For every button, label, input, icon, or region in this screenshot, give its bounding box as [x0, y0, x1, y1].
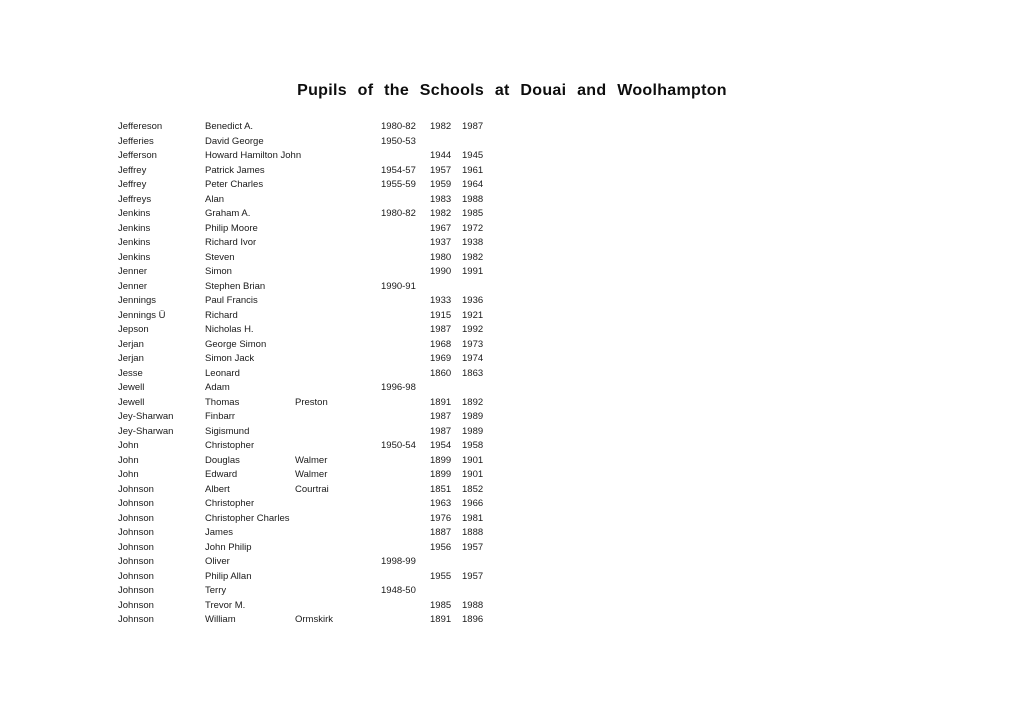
end-year-cell: 1966 [462, 498, 484, 509]
start-year-cell: 1954 [430, 440, 452, 451]
years-attended-cell: 1955-59 [381, 179, 416, 190]
table-row [118, 236, 488, 251]
place-cell: Courtrai [295, 483, 329, 495]
years-attended-cell [381, 222, 430, 237]
end-year-cell: 1957 [462, 570, 484, 582]
end-year-cell: 1985 [462, 208, 484, 219]
table-row [118, 468, 488, 483]
end-year-cell: 1892 [462, 396, 484, 408]
years-attended-cell [381, 338, 430, 353]
forenames-cell: Paul Francis [205, 295, 258, 306]
table-row [118, 439, 488, 454]
place-cell [295, 135, 381, 150]
forenames-cell: Simon [205, 266, 232, 277]
surname-cell: Johnson [118, 498, 154, 509]
forenames-cell: Edward [205, 469, 238, 480]
table-row [118, 454, 488, 469]
forenames-cell: John Philip [205, 541, 252, 553]
years-attended-cell: 1948-50 [381, 585, 416, 596]
end-year-cell: 1973 [462, 338, 484, 350]
end-year-cell: 1972 [462, 222, 484, 234]
start-year-cell [430, 280, 462, 295]
years-attended-cell [381, 410, 430, 425]
place-cell [295, 526, 381, 541]
start-year-cell: 1955 [430, 570, 452, 582]
years-attended-cell: 1950-54 [381, 440, 416, 451]
surname-cell: Jennings Ü [118, 309, 166, 321]
years-attended-cell [381, 599, 430, 614]
start-year-cell: 1987 [430, 411, 452, 422]
surname-cell: John [118, 469, 139, 480]
end-year-cell: 1964 [462, 179, 484, 190]
years-attended-cell [381, 323, 430, 338]
forenames-cell: Stephen Brian [205, 280, 266, 292]
start-year-cell [430, 135, 462, 150]
forenames-cell: Philip Allan [205, 570, 252, 582]
years-attended-cell [381, 541, 430, 556]
years-attended-cell [381, 570, 430, 585]
end-year-cell: 1992 [462, 324, 484, 335]
forenames-cell: James [205, 527, 233, 538]
surname-cell: Johnson [118, 570, 154, 582]
end-year-cell: 1989 [462, 411, 484, 422]
place-cell [295, 570, 381, 585]
forenames-cell: Trevor M. [205, 599, 246, 611]
place-cell [295, 178, 381, 193]
forenames-cell: Christopher [205, 498, 255, 509]
surname-cell: Johnson [118, 512, 154, 524]
place-cell: Ormskirk [295, 614, 333, 625]
place-cell [295, 222, 381, 237]
start-year-cell: 1860 [430, 367, 452, 379]
forenames-cell: Graham A. [205, 208, 251, 219]
forenames-cell: Philip Moore [205, 222, 258, 234]
end-year-cell [462, 135, 488, 150]
years-attended-cell: 1954-57 [381, 164, 416, 176]
place-cell [295, 381, 381, 396]
forenames-cell: Adam [205, 382, 230, 393]
place-cell [295, 410, 381, 425]
place-cell [295, 338, 381, 353]
years-attended-cell [381, 193, 430, 208]
table-row [118, 483, 488, 498]
place-cell [295, 265, 381, 280]
years-attended-cell: 1998-99 [381, 556, 416, 567]
start-year-cell: 1899 [430, 454, 452, 466]
surname-cell: Jenkins [118, 222, 151, 234]
forenames-cell: William [205, 614, 236, 625]
place-cell [295, 497, 381, 512]
surname-cell: Jenkins [118, 208, 151, 219]
start-year-cell: 1959 [430, 179, 452, 190]
end-year-cell: 1991 [462, 266, 484, 277]
end-year-cell: 1982 [462, 251, 484, 263]
start-year-cell [430, 555, 462, 570]
years-attended-cell [381, 396, 430, 411]
forenames-cell: Simon Jack [205, 353, 255, 364]
years-attended-cell: 1980-82 [381, 208, 416, 219]
place-cell [295, 294, 381, 309]
place-cell [295, 193, 381, 208]
forenames-cell: Terry [205, 585, 227, 596]
end-year-cell: 1989 [462, 425, 484, 437]
surname-cell: Johnson [118, 556, 154, 567]
start-year-cell: 1990 [430, 266, 452, 277]
table-row [118, 367, 488, 382]
surname-cell: Jeffrey [118, 164, 147, 176]
years-attended-cell [381, 236, 430, 251]
start-year-cell: 1891 [430, 396, 452, 408]
surname-cell: Johnson [118, 483, 154, 495]
place-cell [295, 555, 381, 570]
table-row [118, 512, 488, 527]
start-year-cell [430, 584, 462, 599]
start-year-cell: 1915 [430, 309, 452, 321]
table-row [118, 425, 488, 440]
surname-cell: Jewell [118, 396, 145, 408]
start-year-cell [430, 381, 462, 396]
end-year-cell [462, 584, 488, 599]
table-row [118, 178, 488, 193]
table-row [118, 120, 488, 135]
surname-cell: Jesse [118, 367, 143, 379]
place-cell [295, 164, 381, 179]
start-year-cell: 1987 [430, 324, 452, 335]
surname-cell: Jenner [118, 280, 148, 292]
years-attended-cell [381, 367, 430, 382]
start-year-cell: 1963 [430, 498, 452, 509]
table-row [118, 352, 488, 367]
start-year-cell: 1851 [430, 483, 452, 495]
place-cell [295, 367, 381, 382]
years-attended-cell: 1950-53 [381, 135, 416, 147]
table-row [118, 207, 488, 222]
forenames-cell: Sigismund [205, 425, 250, 437]
place-cell: Preston [295, 396, 328, 408]
table-row [118, 396, 488, 411]
years-attended-cell [381, 425, 430, 440]
years-attended-cell [381, 294, 430, 309]
table-row [118, 570, 488, 585]
end-year-cell: 1921 [462, 309, 484, 321]
start-year-cell: 1969 [430, 353, 452, 364]
start-year-cell: 1968 [430, 338, 452, 350]
start-year-cell: 1982 [430, 121, 452, 132]
table-row [118, 149, 488, 164]
surname-cell: Jenkins [118, 237, 151, 248]
pupils-table [118, 120, 488, 628]
start-year-cell: 1980 [430, 251, 452, 263]
end-year-cell: 1958 [462, 440, 484, 451]
years-attended-cell [381, 497, 430, 512]
forenames-cell: Alan [205, 193, 225, 205]
table-row [118, 309, 488, 324]
table-row [118, 280, 488, 295]
years-attended-cell [381, 251, 430, 266]
end-year-cell: 1863 [462, 367, 484, 379]
forenames-cell: Leonard [205, 367, 240, 379]
start-year-cell: 1987 [430, 425, 452, 437]
end-year-cell: 1936 [462, 295, 484, 306]
end-year-cell [462, 280, 488, 295]
place-cell [295, 280, 381, 295]
forenames-cell: Christopher [205, 440, 255, 451]
years-attended-cell [381, 613, 430, 628]
surname-cell: Johnson [118, 614, 154, 625]
table-row [118, 381, 488, 396]
surname-cell: Jefferson [118, 150, 157, 161]
place-cell [295, 120, 381, 135]
forenames-cell: Howard Hamilton John [205, 150, 302, 161]
end-year-cell: 1896 [462, 614, 484, 625]
forenames-cell: Richard [205, 309, 238, 321]
place-cell [295, 425, 381, 440]
start-year-cell: 1899 [430, 469, 452, 480]
start-year-cell: 1957 [430, 164, 452, 176]
forenames-cell: Steven [205, 251, 235, 263]
place-cell [295, 207, 381, 222]
table-row [118, 410, 488, 425]
surname-cell: Jeffrey [118, 179, 147, 190]
table-row [118, 613, 488, 628]
table-row [118, 555, 488, 570]
surname-cell: Johnson [118, 527, 154, 538]
surname-cell: Jenner [118, 266, 148, 277]
end-year-cell: 1852 [462, 483, 484, 495]
surname-cell: Jey-Sharwan [118, 425, 174, 437]
surname-cell: John [118, 440, 139, 451]
surname-cell: John [118, 454, 139, 466]
forenames-cell: George Simon [205, 338, 267, 350]
start-year-cell: 1982 [430, 208, 452, 219]
place-cell [295, 352, 381, 367]
surname-cell: Johnson [118, 585, 154, 596]
end-year-cell: 1957 [462, 541, 484, 553]
forenames-cell: David George [205, 135, 264, 147]
table-row [118, 584, 488, 599]
start-year-cell: 1983 [430, 193, 452, 205]
surname-cell: Johnson [118, 541, 154, 553]
years-attended-cell [381, 309, 430, 324]
place-cell [295, 599, 381, 614]
years-attended-cell [381, 512, 430, 527]
place-cell: Walmer [295, 469, 328, 480]
end-year-cell [462, 381, 488, 396]
end-year-cell: 1901 [462, 469, 484, 480]
forenames-cell: Oliver [205, 556, 230, 567]
table-row [118, 193, 488, 208]
forenames-cell: Douglas [205, 454, 240, 466]
forenames-cell: Christopher Charles [205, 512, 290, 524]
surname-cell: Jeffreys [118, 193, 152, 205]
surname-cell: Jerjan [118, 338, 144, 350]
surname-cell: Jenkins [118, 251, 151, 263]
surname-cell: Jey-Sharwan [118, 411, 174, 422]
start-year-cell: 1891 [430, 614, 452, 625]
start-year-cell: 1985 [430, 599, 452, 611]
place-cell [295, 439, 381, 454]
years-attended-cell [381, 483, 430, 498]
start-year-cell: 1976 [430, 512, 452, 524]
surname-cell: Johnson [118, 599, 154, 611]
end-year-cell: 1988 [462, 193, 484, 205]
start-year-cell: 1887 [430, 527, 452, 538]
forenames-cell: Albert [205, 483, 230, 495]
forenames-cell: Thomas [205, 396, 240, 408]
place-cell [295, 251, 381, 266]
table-row [118, 222, 488, 237]
place-cell [295, 309, 381, 324]
surname-cell: Jewell [118, 382, 145, 393]
end-year-cell: 1901 [462, 454, 484, 466]
table-row [118, 294, 488, 309]
end-year-cell: 1974 [462, 353, 484, 364]
table-row [118, 497, 488, 512]
start-year-cell: 1933 [430, 295, 452, 306]
forenames-cell: Richard Ivor [205, 237, 257, 248]
years-attended-cell [381, 468, 430, 483]
table-row [118, 541, 488, 556]
years-attended-cell [381, 352, 430, 367]
surname-cell: Jeffereson [118, 121, 163, 132]
end-year-cell [462, 555, 488, 570]
table-row [118, 323, 488, 338]
table-row [118, 599, 488, 614]
end-year-cell: 1945 [462, 150, 484, 161]
forenames-cell: Peter Charles [205, 179, 264, 190]
end-year-cell: 1987 [462, 121, 484, 132]
end-year-cell: 1938 [462, 237, 484, 248]
start-year-cell: 1956 [430, 541, 452, 553]
forenames-cell: Nicholas H. [205, 324, 254, 335]
end-year-cell: 1888 [462, 527, 484, 538]
end-year-cell: 1961 [462, 164, 484, 176]
end-year-cell: 1981 [462, 512, 484, 524]
surname-cell: Jepson [118, 324, 149, 335]
years-attended-cell: 1996-98 [381, 382, 416, 393]
table-row [118, 164, 488, 179]
place-cell [295, 236, 381, 251]
years-attended-cell: 1990-91 [381, 280, 416, 292]
table-row [118, 526, 488, 541]
place-cell [295, 584, 381, 599]
years-attended-cell [381, 526, 430, 541]
surname-cell: Jerjan [118, 353, 144, 364]
surname-cell: Jennings [118, 295, 157, 306]
forenames-cell: Benedict A. [205, 121, 254, 132]
forenames-cell: Patrick James [205, 164, 265, 176]
start-year-cell: 1937 [430, 237, 452, 248]
years-attended-cell [381, 454, 430, 469]
start-year-cell: 1944 [430, 150, 452, 161]
place-cell [295, 323, 381, 338]
page-title: Pupils of the Schools at Douai and Woolhampton [297, 82, 727, 99]
table-row [118, 338, 488, 353]
place-cell: Walmer [295, 454, 328, 466]
forenames-cell: Finbarr [205, 411, 236, 422]
table-row [118, 135, 488, 150]
start-year-cell: 1967 [430, 222, 452, 234]
table-row [118, 251, 488, 266]
place-cell [295, 541, 381, 556]
years-attended-cell [381, 265, 430, 280]
end-year-cell: 1988 [462, 599, 484, 611]
years-attended-cell: 1980-82 [381, 121, 416, 132]
table-row [118, 265, 488, 280]
surname-cell: Jefferies [118, 135, 154, 147]
place-cell [295, 149, 381, 164]
years-attended-cell [381, 149, 430, 164]
place-cell [295, 512, 381, 527]
